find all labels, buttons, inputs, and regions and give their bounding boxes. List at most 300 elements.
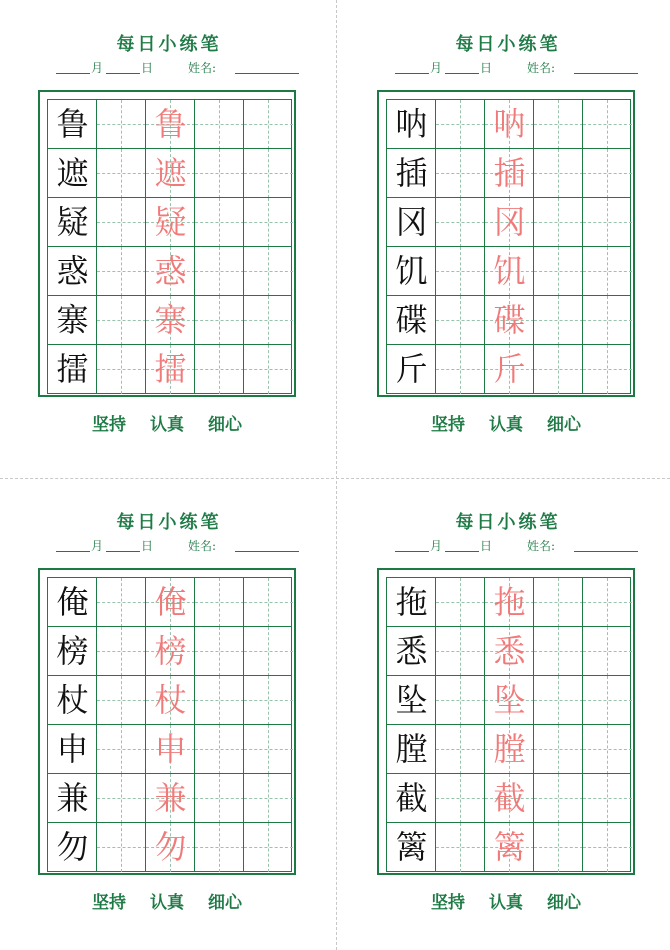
grid-row-line [387, 197, 630, 198]
writing-cell[interactable] [97, 774, 146, 823]
writing-cell[interactable] [534, 725, 583, 774]
model-character: 拖 [395, 583, 428, 621]
writing-cell[interactable] [436, 774, 485, 823]
model-character: 鲁 [56, 105, 89, 143]
writing-cell[interactable] [436, 627, 485, 676]
guide-line [97, 124, 146, 125]
model-character: 篱 [395, 828, 428, 866]
model-cell [48, 198, 97, 247]
grid-row [387, 774, 630, 823]
grid-row [48, 823, 291, 872]
trace-character: 截 [493, 779, 526, 817]
motto [377, 410, 635, 435]
name-label: 姓名: [188, 539, 217, 553]
model-character: 饥 [395, 252, 428, 290]
guide-line [436, 369, 485, 370]
practice-grid-frame [377, 568, 635, 875]
guide-line [195, 173, 244, 174]
guide-line [534, 222, 583, 223]
grid-row-line [387, 675, 630, 676]
trace-cell[interactable] [146, 296, 195, 345]
guide-line [436, 847, 485, 848]
practice-grid [386, 577, 631, 872]
model-cell [48, 100, 97, 149]
grid-row-line [48, 822, 291, 823]
writing-cell[interactable] [97, 823, 146, 872]
guide-line [244, 173, 293, 174]
guide-line [583, 700, 632, 701]
trace-cell[interactable] [146, 198, 195, 247]
model-cell [387, 676, 436, 725]
trace-character: 拖 [493, 583, 526, 621]
guide-line [436, 124, 485, 125]
trace-cell[interactable] [485, 823, 534, 872]
name-label: 姓名: [188, 61, 217, 75]
guide-line [244, 749, 293, 750]
model-character: 呐 [395, 105, 428, 143]
trace-cell[interactable] [146, 774, 195, 823]
motto [377, 888, 635, 913]
guide-line [195, 602, 244, 603]
trace-cell[interactable] [485, 247, 534, 296]
writing-cell[interactable] [195, 627, 244, 676]
writing-cell[interactable] [244, 676, 293, 725]
writing-cell[interactable] [583, 725, 632, 774]
guide-line [534, 798, 583, 799]
writing-cell[interactable] [583, 676, 632, 725]
trace-character: 鲁 [154, 105, 187, 143]
motto-word: 细心 [208, 415, 242, 435]
month-blank[interactable] [395, 73, 429, 74]
trace-character: 榜 [154, 632, 187, 670]
guide-line [583, 847, 632, 848]
model-cell [48, 774, 97, 823]
writing-cell[interactable] [436, 345, 485, 394]
month-blank[interactable] [56, 73, 90, 74]
horizontal-cut-line [0, 478, 670, 479]
writing-cell[interactable] [583, 247, 632, 296]
guide-line [583, 651, 632, 652]
guide-line [195, 369, 244, 370]
trace-character: 惑 [154, 252, 187, 290]
model-character: 疑 [56, 203, 89, 241]
trace-character: 申 [154, 730, 187, 768]
guide-line [195, 700, 244, 701]
writing-cell[interactable] [534, 774, 583, 823]
sheet-title: 每日小练笔 [455, 34, 561, 55]
name-blank[interactable] [574, 551, 638, 552]
writing-cell[interactable] [534, 198, 583, 247]
trace-character: 杖 [154, 681, 187, 719]
writing-cell[interactable] [244, 296, 293, 345]
month-blank[interactable] [395, 551, 429, 552]
writing-cell[interactable] [583, 100, 632, 149]
writing-cell[interactable] [97, 247, 146, 296]
guide-line [244, 798, 293, 799]
grid-row [387, 100, 630, 149]
writing-cell[interactable] [244, 823, 293, 872]
writing-cell[interactable] [97, 149, 146, 198]
model-character: 膛 [395, 730, 428, 768]
model-character: 兼 [56, 779, 89, 817]
guide-line [244, 847, 293, 848]
name-blank[interactable] [235, 73, 299, 74]
writing-cell[interactable] [195, 247, 244, 296]
trace-cell[interactable] [146, 149, 195, 198]
trace-character: 饥 [493, 252, 526, 290]
day-label: 日 [480, 539, 493, 553]
grid-row [48, 676, 291, 725]
trace-cell[interactable] [485, 296, 534, 345]
model-character: 俺 [56, 583, 89, 621]
grid-row [387, 345, 630, 394]
writing-cell[interactable] [97, 725, 146, 774]
guide-line [534, 847, 583, 848]
writing-cell[interactable] [195, 149, 244, 198]
guide-line [97, 173, 146, 174]
grid-row [387, 578, 630, 627]
grid-row-line [48, 626, 291, 627]
grid-row [48, 296, 291, 345]
guide-line [583, 124, 632, 125]
practice-grid-frame [38, 90, 296, 397]
trace-cell[interactable] [485, 725, 534, 774]
grid-row [387, 247, 630, 296]
model-cell [387, 578, 436, 627]
writing-cell[interactable] [534, 627, 583, 676]
guide-line [583, 602, 632, 603]
name-label: 姓名: [527, 539, 556, 553]
model-cell [48, 247, 97, 296]
writing-cell[interactable] [195, 774, 244, 823]
trace-cell[interactable] [146, 725, 195, 774]
model-cell [387, 345, 436, 394]
writing-cell[interactable] [97, 627, 146, 676]
guide-line [97, 271, 146, 272]
writing-cell[interactable] [244, 627, 293, 676]
trace-character: 膛 [493, 730, 526, 768]
model-character: 杖 [56, 681, 89, 719]
trace-cell[interactable] [146, 627, 195, 676]
writing-cell[interactable] [244, 725, 293, 774]
writing-cell[interactable] [97, 198, 146, 247]
writing-cell[interactable] [244, 198, 293, 247]
writing-cell[interactable] [195, 578, 244, 627]
writing-cell[interactable] [534, 149, 583, 198]
trace-character: 悉 [493, 632, 526, 670]
guide-line [244, 369, 293, 370]
trace-character: 冈 [493, 203, 526, 241]
grid-row [48, 578, 291, 627]
trace-cell[interactable] [146, 676, 195, 725]
trace-cell[interactable] [485, 578, 534, 627]
writing-cell[interactable] [97, 345, 146, 394]
writing-cell[interactable] [97, 100, 146, 149]
motto-word: 坚持 [431, 415, 465, 435]
trace-cell[interactable] [485, 198, 534, 247]
grid-row-line [387, 822, 630, 823]
trace-character: 碟 [493, 301, 526, 339]
grid-row [48, 345, 291, 394]
model-character: 遮 [56, 154, 89, 192]
writing-cell[interactable] [195, 345, 244, 394]
model-character: 碟 [395, 301, 428, 339]
guide-line [583, 320, 632, 321]
writing-cell[interactable] [97, 578, 146, 627]
guide-line [97, 847, 146, 848]
trace-cell[interactable] [146, 345, 195, 394]
guide-line [583, 369, 632, 370]
guide-line [583, 173, 632, 174]
sheet-title: 每日小练笔 [116, 512, 222, 533]
guide-line [195, 651, 244, 652]
grid-row-line [387, 148, 630, 149]
writing-cell[interactable] [195, 823, 244, 872]
motto-word: 认真 [489, 415, 523, 435]
guide-line [583, 222, 632, 223]
trace-character: 擂 [154, 350, 187, 388]
writing-cell[interactable] [534, 247, 583, 296]
model-character: 插 [395, 154, 428, 192]
writing-cell[interactable] [583, 198, 632, 247]
trace-cell[interactable] [485, 149, 534, 198]
trace-cell[interactable] [146, 100, 195, 149]
motto-word: 坚持 [92, 415, 126, 435]
model-cell [48, 725, 97, 774]
month-label: 月 [91, 539, 104, 553]
trace-cell[interactable] [485, 676, 534, 725]
writing-cell[interactable] [583, 345, 632, 394]
trace-character: 寨 [154, 301, 187, 339]
motto-word: 认真 [150, 415, 184, 435]
writing-cell[interactable] [244, 247, 293, 296]
writing-cell[interactable] [195, 100, 244, 149]
grid-row-line [48, 197, 291, 198]
writing-cell[interactable] [436, 578, 485, 627]
writing-cell[interactable] [195, 296, 244, 345]
model-character: 勿 [56, 828, 89, 866]
trace-character: 兼 [154, 779, 187, 817]
grid-row [387, 149, 630, 198]
model-cell [48, 149, 97, 198]
grid-row-line [48, 148, 291, 149]
writing-cell[interactable] [244, 578, 293, 627]
model-character: 截 [395, 779, 428, 817]
model-character: 榜 [56, 632, 89, 670]
trace-cell[interactable] [146, 823, 195, 872]
grid-row [48, 774, 291, 823]
day-blank[interactable] [445, 73, 479, 74]
guide-line [534, 271, 583, 272]
guide-line [436, 602, 485, 603]
guide-line [244, 271, 293, 272]
motto-word: 细心 [547, 415, 581, 435]
writing-cell[interactable] [97, 296, 146, 345]
grid-row-line [48, 246, 291, 247]
grid-row-line [48, 773, 291, 774]
trace-character: 斤 [493, 350, 526, 388]
guide-line [244, 602, 293, 603]
grid-row-line [48, 675, 291, 676]
grid-row [48, 198, 291, 247]
name-label: 姓名: [527, 61, 556, 75]
writing-cell[interactable] [436, 725, 485, 774]
model-cell [387, 149, 436, 198]
motto-word: 认真 [489, 893, 523, 913]
grid-row [387, 823, 630, 872]
guide-line [97, 700, 146, 701]
guide-line [534, 749, 583, 750]
day-label: 日 [141, 61, 154, 75]
guide-line [583, 798, 632, 799]
writing-cell[interactable] [195, 676, 244, 725]
guide-line [97, 222, 146, 223]
writing-cell[interactable] [534, 296, 583, 345]
model-cell [48, 627, 97, 676]
guide-line [436, 320, 485, 321]
date-name-fields [38, 536, 300, 556]
day-label: 日 [480, 61, 493, 75]
writing-cell[interactable] [436, 247, 485, 296]
guide-line [534, 651, 583, 652]
guide-line [436, 173, 485, 174]
trace-character: 篱 [493, 828, 526, 866]
model-character: 悉 [395, 632, 428, 670]
practice-grid [47, 577, 292, 872]
writing-cell[interactable] [436, 296, 485, 345]
trace-cell[interactable] [485, 627, 534, 676]
grid-row-line [387, 295, 630, 296]
grid-row [387, 296, 630, 345]
writing-cell[interactable] [97, 676, 146, 725]
writing-cell[interactable] [583, 627, 632, 676]
guide-line [97, 602, 146, 603]
guide-line [97, 320, 146, 321]
model-character: 斤 [395, 350, 428, 388]
model-cell [387, 627, 436, 676]
guide-line [436, 798, 485, 799]
model-cell [387, 774, 436, 823]
writing-cell[interactable] [436, 198, 485, 247]
date-name-fields [377, 58, 639, 78]
grid-row [48, 725, 291, 774]
trace-cell[interactable] [485, 345, 534, 394]
trace-cell[interactable] [146, 578, 195, 627]
month-label: 月 [430, 61, 443, 75]
motto-word: 坚持 [431, 893, 465, 913]
day-blank[interactable] [445, 551, 479, 552]
model-character: 惑 [56, 252, 89, 290]
grid-row-line [48, 724, 291, 725]
trace-cell[interactable] [485, 100, 534, 149]
writing-cell[interactable] [583, 823, 632, 872]
grid-row-line [48, 295, 291, 296]
guide-line [195, 320, 244, 321]
writing-cell[interactable] [436, 676, 485, 725]
day-blank[interactable] [106, 551, 140, 552]
day-label: 日 [141, 539, 154, 553]
writing-cell[interactable] [244, 345, 293, 394]
trace-character: 俺 [154, 583, 187, 621]
trace-cell[interactable] [146, 247, 195, 296]
trace-character: 疑 [154, 203, 187, 241]
writing-cell[interactable] [244, 100, 293, 149]
grid-row-line [48, 344, 291, 345]
grid-row [387, 627, 630, 676]
motto-word: 认真 [150, 893, 184, 913]
guide-line [97, 651, 146, 652]
model-cell [48, 345, 97, 394]
guide-line [244, 124, 293, 125]
motto [38, 410, 296, 435]
month-blank[interactable] [56, 551, 90, 552]
name-blank[interactable] [235, 551, 299, 552]
writing-cell[interactable] [436, 149, 485, 198]
writing-cell[interactable] [583, 296, 632, 345]
writing-cell[interactable] [534, 100, 583, 149]
motto-word: 细心 [547, 893, 581, 913]
month-label: 月 [91, 61, 104, 75]
guide-line [244, 320, 293, 321]
guide-line [534, 700, 583, 701]
model-cell [48, 578, 97, 627]
grid-row-line [387, 344, 630, 345]
grid-row-line [387, 773, 630, 774]
grid-row-line [387, 246, 630, 247]
writing-cell[interactable] [244, 774, 293, 823]
guide-line [436, 749, 485, 750]
guide-line [534, 602, 583, 603]
writing-cell[interactable] [436, 100, 485, 149]
name-blank[interactable] [574, 73, 638, 74]
writing-cell[interactable] [534, 578, 583, 627]
practice-grid [386, 99, 631, 394]
writing-cell[interactable] [195, 725, 244, 774]
writing-cell[interactable] [195, 198, 244, 247]
practice-grid-frame [377, 90, 635, 397]
writing-cell[interactable] [583, 774, 632, 823]
model-cell [387, 296, 436, 345]
writing-cell[interactable] [244, 149, 293, 198]
model-cell [48, 676, 97, 725]
writing-cell[interactable] [534, 823, 583, 872]
grid-row [48, 627, 291, 676]
motto-word: 坚持 [92, 893, 126, 913]
writing-cell[interactable] [583, 149, 632, 198]
guide-line [244, 651, 293, 652]
writing-cell[interactable] [534, 676, 583, 725]
guide-line [195, 749, 244, 750]
grid-row [387, 725, 630, 774]
grid-row [48, 247, 291, 296]
writing-cell[interactable] [583, 578, 632, 627]
writing-cell[interactable] [534, 345, 583, 394]
guide-line [244, 700, 293, 701]
day-blank[interactable] [106, 73, 140, 74]
guide-line [534, 124, 583, 125]
trace-character: 呐 [493, 105, 526, 143]
writing-cell[interactable] [436, 823, 485, 872]
guide-line [583, 271, 632, 272]
guide-line [244, 222, 293, 223]
guide-line [583, 749, 632, 750]
trace-cell[interactable] [485, 774, 534, 823]
practice-grid [47, 99, 292, 394]
model-character: 寨 [56, 301, 89, 339]
guide-line [97, 749, 146, 750]
grid-row [48, 149, 291, 198]
trace-character: 勿 [154, 828, 187, 866]
